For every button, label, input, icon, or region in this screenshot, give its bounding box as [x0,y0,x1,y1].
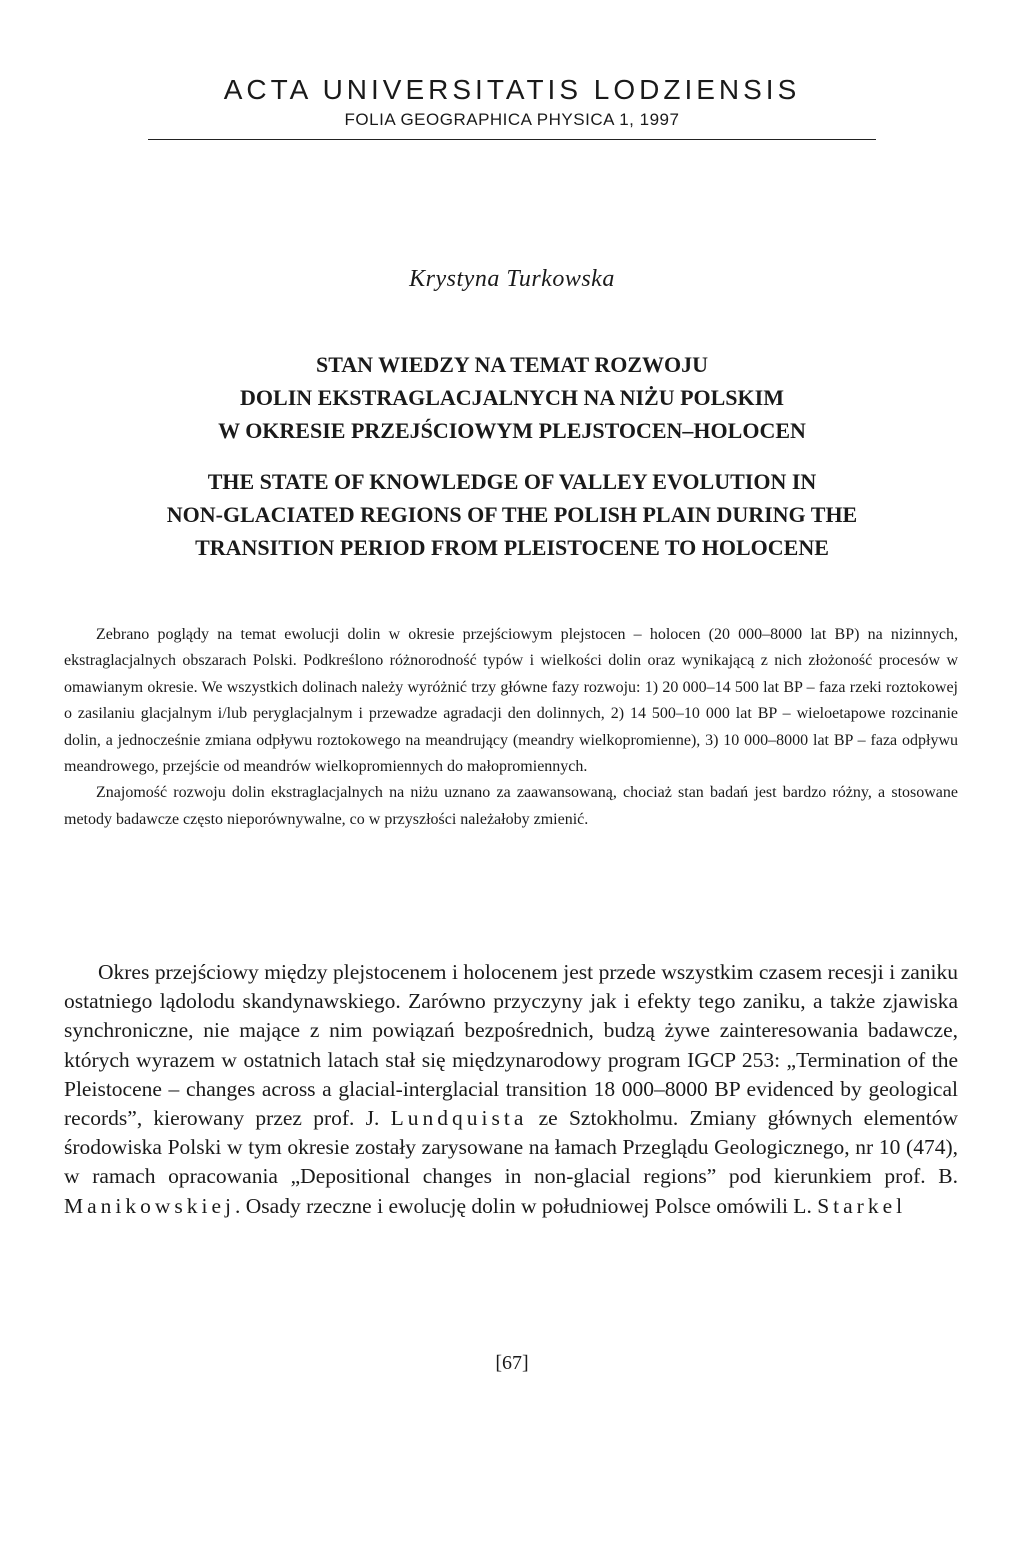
abstract-paragraph-2: Znajomość rozwoju dolin ekstraglacjalnych na niżu uznano za zaawansowaną, chociaż stan badań jest bardzo różny, a stosowane metody badawcze często nieporównywalne, co w przyszłości należałoby zmienić. [64,784,958,828]
abstract-paragraph-1: Zebrano poglądy na temat ewolucji dolin w okresie przejściowym plejstocen – holocen (20 000–8000 lat BP) na nizinnych, ekstraglacjalnych obszarach Polski. Podkreślono różnorodność typów i wielkości dolin oraz wynikającą z nich złożoność procesów w omawianym okresie. We wszystkich dolinach należy wyróżnić trzy główne fazy rozwoju: 1) 20 000–14 500 lat BP – faza rzeki roztokowej o zasilaniu glacjalnym i/lub peryglacjalnym i przewadze agradacji den dolinnych, 2) 14 500–10 000 lat BP – wieloetapowe rozcinanie dolin, a jednocześnie zmiana odpływu roztokowego na meandrujący (meandry wielkopromienne), 3) 10 000–8000 lat BP – faza odpływu meandrowego, przejście od meandrów wielkopromiennych do małopromiennych. [64,626,958,776]
header-rule [148,139,876,140]
cited-name-lundquist: Lundquista [390,1106,528,1131]
cited-name-manikowska: Manikowskiej [64,1193,236,1218]
title-polish-line-3: W OKRESIE PRZEJŚCIOWYM PLEJSTOCEN–HOLOCEN [218,418,806,443]
body-text-part-2: ze Sztokholmu. Zmiany głównych elementów środowiska Polski w tym okresie zostały zarysowane na łamach Przeglądu Geologicznego, nr 10 (474), w ramach opracowania „Depositional changes in non-glacial regions” pod kierunkiem prof. B. [64,1106,958,1189]
title-english-line-1: THE STATE OF KNOWLEDGE OF VALLEY EVOLUTION IN [207,469,817,494]
author-name: Krystyna Turkowska [409,266,615,292]
journal-series: FOLIA GEOGRAPHICA PHYSICA 1, 1997 [344,110,680,129]
title-english-line-2: NON-GLACIATED REGIONS OF THE POLISH PLAIN DURING THE [166,502,858,527]
cited-name-starkel: Starkel [817,1193,907,1218]
body-text [64,958,958,1221]
title-polish [60,348,964,447]
body-paragraph [64,958,958,1221]
body-text-part-3: . Osady rzeczne i ewolucję dolin w południowej Polsce omówili L. [235,1193,812,1218]
title-polish-line-1: STAN WIEDZY NA TEMAT ROZWOJU [315,352,708,377]
title-polish-line-2: DOLIN EKSTRAGLACJALNYCH NA NIŻU POLSKIM [240,385,784,410]
abstract [64,622,958,833]
page-number: [67] [495,1352,529,1374]
body-text-part-1: Okres przejściowy między plejstocenem i holocenem jest przede wszystkim czasem recesji i zaniku ostatniego lądolodu skandynawskiego. Zarówno przyczyny jak i efekty tego zaniku, a także zjawiska synchroniczne, nie mające z nim powiązań bezpośrednich, budzą żywe zainteresowania badawcze, których wyrazem w ostatnich latach stał się międzynarodowy program IGCP 253: „Termination of the Pleistocene – changes across a glacial-interglacial transition 18 000–8000 BP evidenced by geological records”, kierowany przez prof. J. [64,960,958,1131]
title-english-line-3: TRANSITION PERIOD FROM PLEISTOCENE TO HOLOCENE [195,535,829,560]
journal-title: ACTA UNIVERSITATIS LODZIENSIS [223,74,801,105]
title-english [60,465,964,564]
